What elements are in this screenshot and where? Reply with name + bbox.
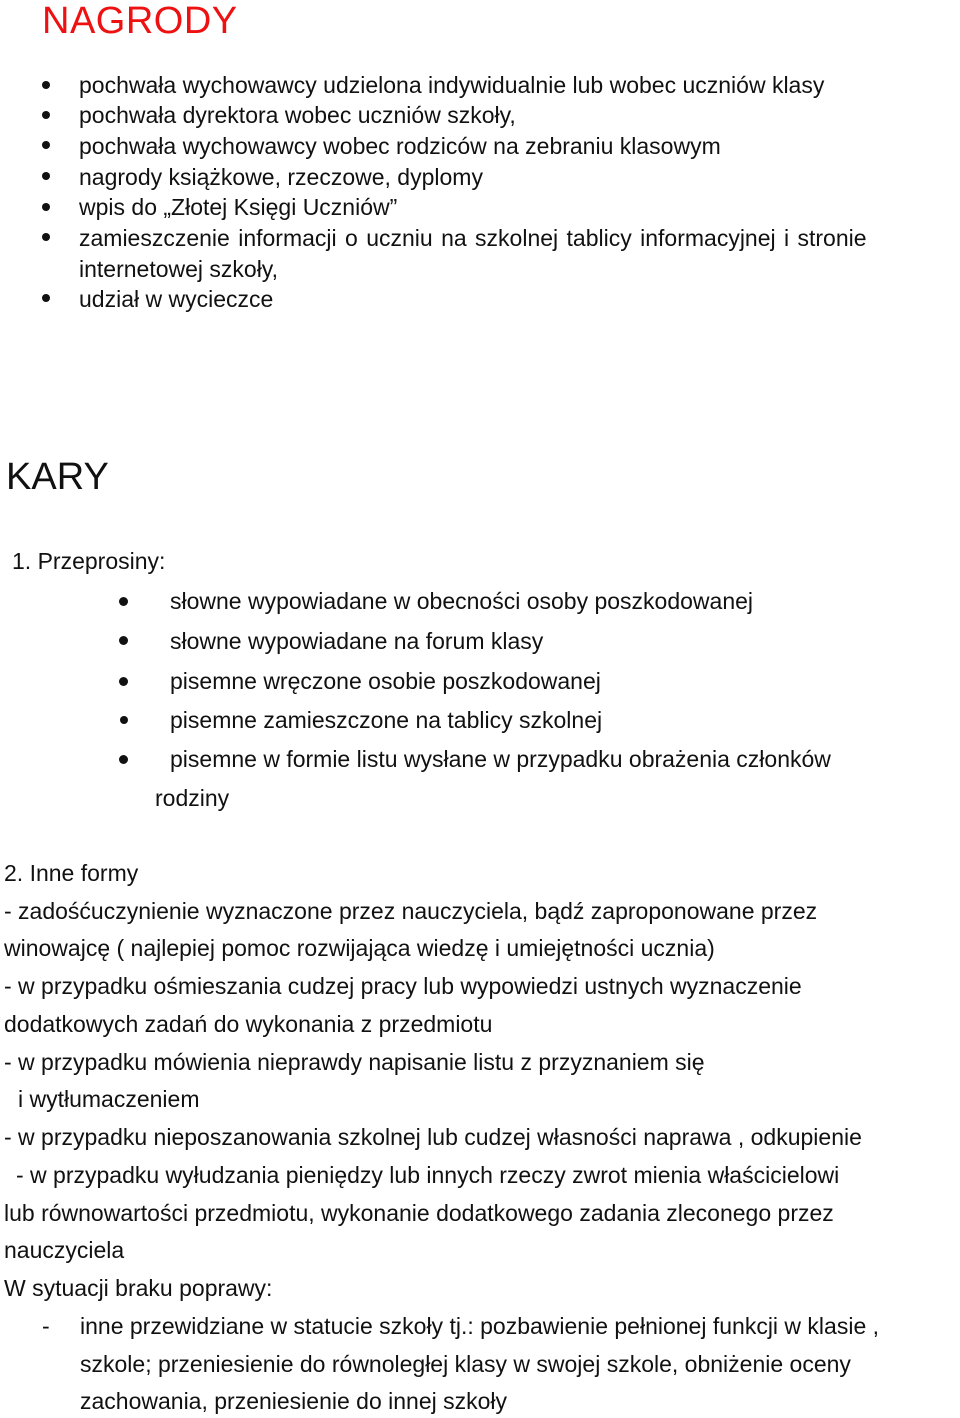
nagrody-item: nagrody książkowe, rzeczowe, dyplomy xyxy=(79,164,483,190)
przeprosiny-item: pisemne zamieszczone na tablicy szkolnej xyxy=(170,707,603,733)
text-line: zachowania, przeniesienie do innej szkoły xyxy=(80,1388,508,1414)
text-line: - w przypadku ośmieszania cudzej pracy lub wypowiedzi ustnych wyznaczenie xyxy=(4,973,802,999)
text-line: - w przypadku mówienia nieprawdy napisanie listu z przyznaniem się xyxy=(4,1049,705,1075)
nagrody-item: pochwała wychowawcy udzielona indywidualnie lub wobec uczniów klasy xyxy=(79,72,825,98)
bullet-icon xyxy=(42,81,50,89)
nagrody-heading: NAGRODY xyxy=(42,0,238,42)
text-line: szkole; przeniesienie do równoległej klasy w swojej szkole, obniżenie oceny xyxy=(80,1351,851,1377)
text-line: lub równowartości przedmiotu, wykonanie dodatkowego zadania zleconego przez xyxy=(4,1200,834,1226)
bullet-icon xyxy=(42,172,50,180)
bullet-icon xyxy=(42,111,50,119)
bullet-icon xyxy=(119,755,128,764)
bullet-icon xyxy=(120,716,128,724)
przeprosiny-item-continuation: rodziny xyxy=(155,785,230,811)
bullet-icon xyxy=(42,203,50,211)
bullet-icon xyxy=(42,233,50,241)
przeprosiny-item: słowne wypowiadane w obecności osoby poszkodowanej xyxy=(170,588,754,614)
nagrody-item: pochwała dyrektora wobec uczniów szkoły, xyxy=(79,102,516,128)
bullet-icon xyxy=(119,636,128,645)
text-line: winowajcę ( najlepiej pomoc rozwijająca wiedzę i umiejętności ucznia) xyxy=(4,935,715,961)
przeprosiny-item: słowne wypowiadane na forum klasy xyxy=(170,628,544,654)
text-line: - zadośćuczynienie wyznaczone przez nauczyciela, bądź zaproponowane przez xyxy=(4,898,818,924)
text-line: i wytłumaczeniem xyxy=(18,1086,200,1112)
przeprosiny-item: pisemne w formie listu wysłane w przypadku obrażenia członków xyxy=(170,746,831,772)
bullet-icon xyxy=(119,597,128,606)
text-line: - w przypadku wyłudzania pieniędzy lub innych rzeczy zwrot mienia właścicielowi xyxy=(16,1162,840,1188)
inne-formy-heading: 2. Inne formy xyxy=(4,860,139,886)
nagrody-item: wpis do „Złotej Księgi Uczniów” xyxy=(79,194,398,220)
text-line: - w przypadku nieposzanowania szkolnej lub cudzej własności naprawa , odkupienie xyxy=(4,1124,862,1150)
bullet-icon xyxy=(42,141,50,149)
nagrody-item: pochwała wychowawcy wobec rodziców na zebraniu klasowym xyxy=(79,133,721,159)
nagrody-item-continuation: internetowej szkoły, xyxy=(79,256,278,282)
kary-heading: KARY xyxy=(6,456,109,498)
nagrody-item: udział w wycieczce xyxy=(79,286,274,312)
nagrody-item: zamieszczenie informacji o uczniu na szkolnej tablicy informacyjnej i stronie xyxy=(79,225,867,251)
bullet-icon xyxy=(119,677,128,686)
dash-marker: - xyxy=(42,1313,50,1339)
bullet-icon xyxy=(42,294,50,302)
text-line: dodatkowych zadań do wykonania z przedmiotu xyxy=(4,1011,493,1037)
text-line: inne przewidziane w statucie szkoły tj.: pozbawienie pełnionej funkcji w klasie , xyxy=(80,1313,880,1339)
przeprosiny-heading: 1. Przeprosiny: xyxy=(12,548,166,574)
przeprosiny-item: pisemne wręczone osobie poszkodowanej xyxy=(170,668,601,694)
text-line: nauczyciela xyxy=(4,1237,125,1263)
text-line: W sytuacji braku poprawy: xyxy=(4,1275,273,1301)
